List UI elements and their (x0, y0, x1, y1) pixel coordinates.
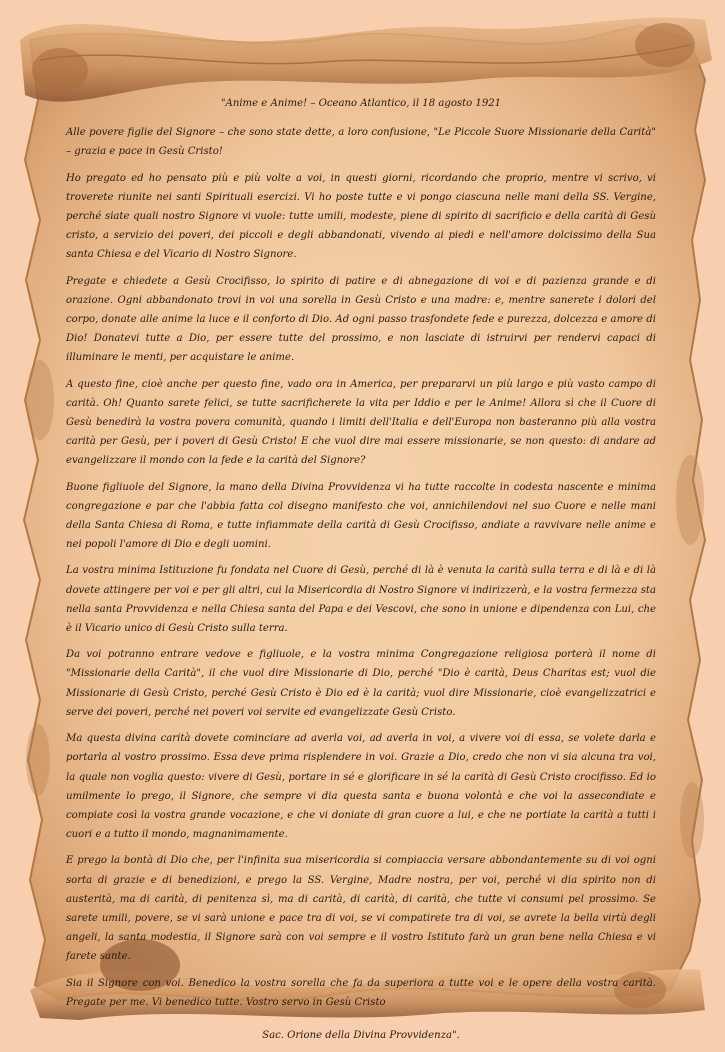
letter-paragraph: Sia il Signore con voi. Benedico la vostra sorella che fa da superiora a tutte voi e le opere della vostra carità. Pregate per me. Vi benedico tutte. Vostro servo in Gesù Cristo (66, 977, 656, 1008)
letter-signature: Sac. Orione della Divina Provvidenza". (262, 1029, 460, 1041)
letter-paragraph: E prego la bontà di Dio che, per l'infinita sua misericordia si compiaccia versare abbondantemente su di voi ogni sorta di grazie e di benedizioni, e prego la SS. Vergine, Madre nostra, per voi, perché vi dia spirito non di austerità, ma di carità, di penitenza sì, ma di carità, di carità, di carità, che tutte vi consumi pel prossimo. Se sarete umili, povere, se vi sarà unione e pace tra di voi, se vi compatirete tra di voi, se avrete la bella virtù degli angeli, la santa modestia, il Signore sarà con voi sempre e il vostro Istituto farà un gran bene nella Chiesa e vi farete sante. (66, 855, 656, 963)
letter-body (66, 94, 656, 1052)
letter-paragraph: La vostra minima Istituzione fu fondata nel Cuore di Gesù, perché di là è venuta la carità sulla terra e di là e di là dovete attingere per voi e per gli altri, cui la Misericordia di Nostro Signore vi indirizzerà, e la vostra fermezza sta nella santa Provvidenza e nella Chiesa santa del Papa e dei Vescovi, che sono in unione e dipendenza con Lui, che è il Vicario unico di Gesù Cristo sulla terra. (66, 565, 656, 635)
letter-heading: "Anime e Anime! – Oceano Atlantico, il 18 agosto 1921 (220, 98, 502, 109)
letter-paragraph: A questo fine, cioè anche per questo fine, vado ora in America, per prepararvi un più largo e più vasto campo di carità. Oh! Quanto sarete felici, se tutte sacrificherete la vita per Iddio e per le Anime! Allora sì che il Cuore di Gesù benedirà la vostra povera comunità, quando i limiti dell'Italia e dell'Europa non basteranno più alla vostra carità per Gesù, per i poveri di Gesù Cristo! E che vuol dire mai essere missionarie, se non questo: di andare ad evangelizzare il mondo con la fede e la carità del Signore? (66, 378, 656, 467)
letter-paragraph: Pregate e chiedete a Gesù Crocifisso, lo spirito di patire e di abnegazione di voi e di pazienza grande e di orazione. Ogni abbandonato trovi in voi una sorella in Gesù Cristo e una madre: e, mentre sanerete i dolori del corpo, donate alle anime la luce e il conforto di Dio. Ad ogni passo trasfondete fede e purezza, dolcezza e amore di Dio! Donatevi tutte a Dio, per essere tutte del prossimo, e non lasciate di istruirvi per rendervi capaci di illuminare le menti, per acquistare le anime. (66, 275, 656, 364)
letter-paragraph: Da voi potranno entrare vedove e figliuole, e la vostra minima Congregazione religiosa porterà il nome di "Missionarie della Carità", il che vuol dire Missionarie di Dio, perché "Dio è carità, Deus Charitas est; vuol die Missionarie di Gesù Cristo, perché Gesù Cristo è Dio ed è la carità; vuol dire Missionarie, cioè evangelizzatrici e serve dei poveri, perché nei poveri voi servite ed evangelizzate Gesù Cristo. (66, 649, 656, 718)
letter-paragraph: Ma questa divina carità dovete cominciare ad averla voi, ad averla in voi, a vivere voi di essa, se volete darla e portarla al vostro prossimo. Essa deve prima risplendere in voi. Grazie a Dio, credo che non vi sia alcuna tra voi, la quale non voglia questo: vivere di Gesù, portare in sé e glorificare in sé la carità di Gesù Cristo crocifisso. Ed io umilmente lo prego, il Signore, che sempre vi dia questa santa e buona volontà e che voi la assecondiate e compiate così la vostra grande vocazione, e che vi doniate di gran cuore a lui, e che ne portiate la carità a tutti i cuori e a tutto il mondo, magnanimamente. (66, 733, 656, 841)
letter-paragraph: Alle povere figlie del Signore – che sono state dette, a loro confusione, "Le Piccole Suore Missionarie della Carità" – grazia e pace in Gesù Cristo! (66, 127, 656, 158)
letter-paragraph: Buone figliuole del Signore, la mano della Divina Provvidenza vi ha tutte raccolte in codesta nascente e minima congregazione e par che l'abbia fatta col disegno manifesto che voi, annichilendovi nel suo Cuore e nelle mani della Santa Chiesa di Roma, e tutte infiammate della carità di Gesù Crocifisso, andiate a ravvivare nelle anime e nei popoli l'amore di Dio e degli uomini. (66, 481, 656, 551)
letter-paragraph: Ho pregato ed ho pensato più e più volte a voi, in questi giorni, ricordando che proprio, mentre vi scrivo, vi troverete riunite nei santi Spirituali esercizi. Vi ho poste tutte e vi pongo ciascuna nelle mani della SS. Vergine, perché siate quali nostro Signore vi vuole: tutte umili, modeste, piene di spirito di sacrificio e della carità di Gesù cristo, a servizio dei poveri, dei piccoli e degli abbandonati, vivendo ai piedi e nell'amore dolcissimo della Sua santa Chiesa e del Vicario di Nostro Signore. (66, 172, 656, 261)
